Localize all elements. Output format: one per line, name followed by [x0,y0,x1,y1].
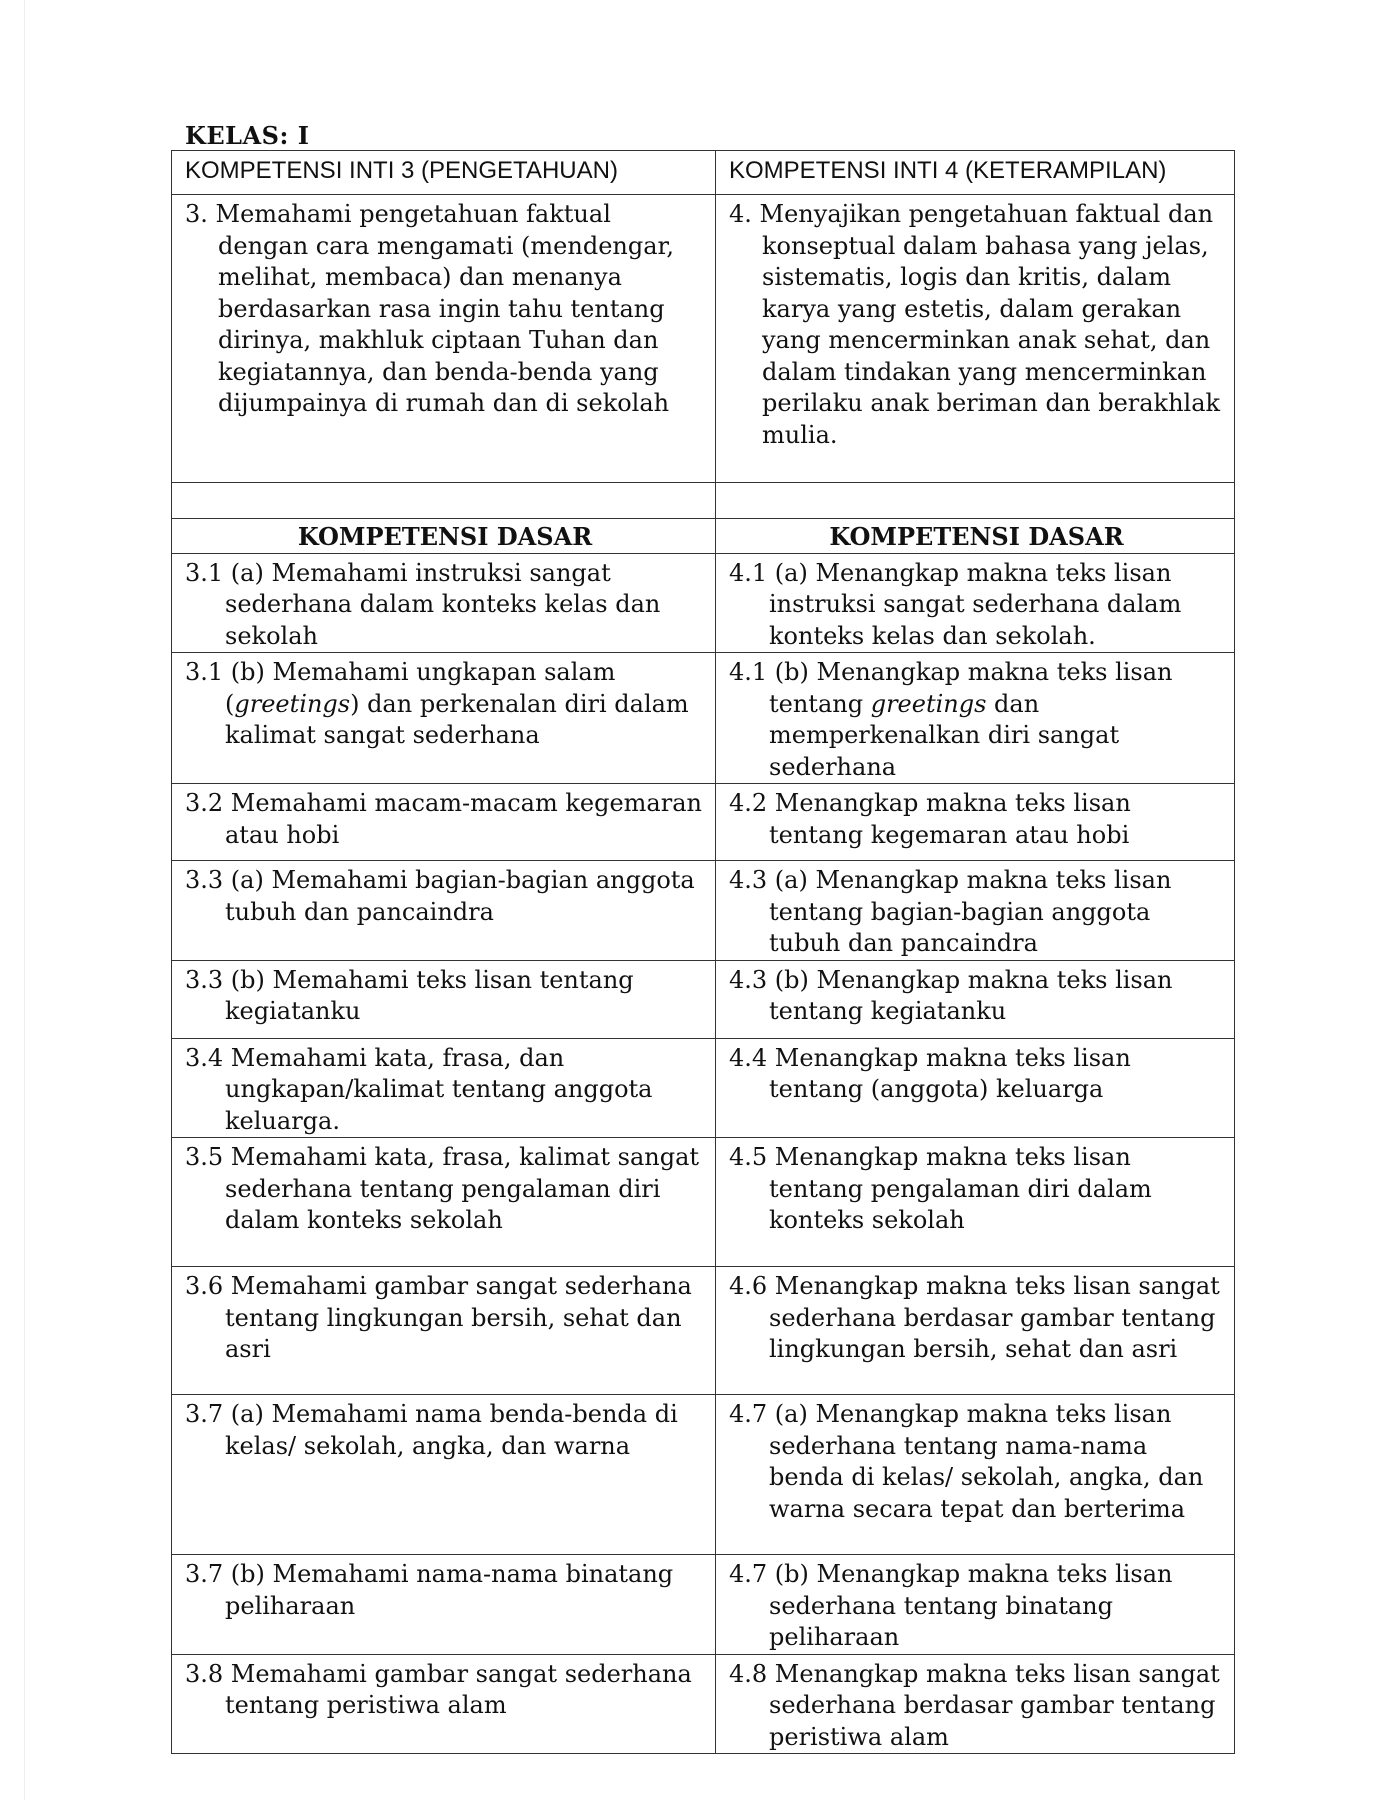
kd-right-cell [716,553,1235,653]
kd-right-text: 4.8 Menangkap makna teks lisan sangat sederhana berdasar gambar tentang peristiwa alam [729,1659,1220,1751]
kd-row [172,1555,1235,1655]
kd-right-text [729,657,1224,783]
kd-header-row [172,519,1235,554]
kd-left-text: 3.3 (b) Memahami teks lisan tentang kegiatanku [185,965,634,1025]
kd-row [172,653,1235,784]
kd-left-text: 3.8 Memahami gambar sangat sederhana tentang peristiwa alam [185,1659,692,1719]
kd-left-text: 3.5 Memahami kata, frasa, kalimat sangat sederhana tentang pengalaman diri dalam konteks sekolah [185,1143,700,1234]
kd-right-cell [716,653,1235,784]
kd-left-text: 3.3 (a) Memahami bagian-bagian anggota tubuh dan pancaindra [185,866,695,926]
kd-left-cell [172,553,716,653]
kd-right-text: 4.3 (a) Menangkap makna teks lisan tentang bagian-bagian anggota tubuh dan pancaindra [729,866,1172,957]
page-title: KELAS: I [185,121,310,150]
kd-header-left: KOMPETENSI DASAR [172,519,716,554]
kd-right-text: 4.7 (b) Menangkap makna teks lisan sederhana tentang binatang peliharaan [729,1560,1173,1651]
kd-right-cell [716,784,1235,861]
kd-left-text: 3.2 Memahami macam-macam kegemaran atau hobi [185,789,702,849]
kd-right-cell [716,861,1235,961]
ki4-text: 4. Menyajikan pengetahuan faktual dan konseptual dalam bahasa yang jelas, sistematis, logis dan kritis, dalam karya yang estetis, dalam gerakan yang mencerminkan anak sehat, dan dalam tindakan yang mencerminkan perilaku anak beriman dan berakhlak mulia. [729,200,1221,449]
kd-row [172,960,1235,1038]
kd-left-cell [172,1138,716,1267]
kd-right-text: 4.4 Menangkap makna teks lisan tentang (anggota) keluarga [729,1043,1131,1103]
kd-row [172,784,1235,861]
spacer-cell-right [716,483,1235,519]
kd-right-text: 4.1 (a) Menangkap makna teks lisan instruksi sangat sederhana dalam konteks kelas dan sekolah. [729,558,1182,650]
kd-right-text: 4.5 Menangkap makna teks lisan tentang pengalaman diri dalam konteks sekolah [729,1143,1152,1234]
spacer-cell-left [172,483,716,519]
ki3-header: KOMPETENSI INTI 3 (PENGETAHUAN) [172,151,716,195]
page-edge [24,0,25,1800]
ki3-text: 3. Memahami pengetahuan faktual dengan cara mengamati (mendengar, melihat, membaca) dan menanya berdasarkan rasa ingin tahu tentang dirinya, makhluk ciptaan Tuhan dan kegiatannya, dan benda-benda yang dijumpainya di rumah dan di sekolah [185,200,674,417]
kd-right-text: 4.2 Menangkap makna teks lisan tentang kegemaran atau hobi [729,789,1131,849]
kd-left-cell [172,1267,716,1395]
kd-text-italic: greetings [234,689,351,718]
kd-row [172,861,1235,961]
kd-left-cell [172,960,716,1038]
kd-left-cell [172,653,716,784]
kd-right-cell [716,1654,1235,1754]
kd-row [172,1038,1235,1138]
kd-right-cell [716,1138,1235,1267]
kd-text-part: 4.1 (b) Menangkap makna teks lisan tentang [729,658,1173,718]
kd-text-part: 3.1 (b) Memahami ungkapan salam ( [185,658,616,718]
kd-right-cell [716,1267,1235,1395]
kd-left-cell [172,784,716,861]
ki4-header: KOMPETENSI INTI 4 (KETERAMPILAN) [716,151,1235,195]
kd-left-text: 3.7 (b) Memahami nama-nama binatang peliharaan [185,1560,674,1620]
kd-text-part: dan memperkenalkan diri sangat sederhana [769,689,1120,781]
kd-row [172,1138,1235,1267]
kd-right-cell [716,1038,1235,1138]
ki3-text-cell [172,195,716,483]
kd-left-cell [172,861,716,961]
kd-left-text: 3.7 (a) Memahami nama benda-benda di kelas/ sekolah, angka, dan warna [185,1400,678,1460]
kd-right-text: 4.6 Menangkap makna teks lisan sangat sederhana berdasar gambar tentang lingkungan bersih, sehat dan asri [729,1272,1220,1363]
kd-right-cell [716,1395,1235,1555]
kd-left-cell [172,1038,716,1138]
kd-header-right: KOMPETENSI DASAR [716,519,1235,554]
ki-header-row [172,151,1235,195]
spacer-row [172,483,1235,519]
kd-left-text [185,657,705,752]
kd-right-cell [716,1555,1235,1655]
kd-right-text: 4.3 (b) Menangkap makna teks lisan tentang kegiatanku [729,965,1173,1025]
kd-left-text: 3.1 (a) Memahami instruksi sangat sederhana dalam konteks kelas dan sekolah [185,558,661,650]
kd-row [172,1654,1235,1754]
competency-table [171,150,1235,1754]
kd-right-text: 4.7 (a) Menangkap makna teks lisan sederhana tentang nama-nama benda di kelas/ sekolah, angka, dan warna secara tepat dan berterima [729,1400,1204,1523]
kd-right-cell [716,960,1235,1038]
ki-text-row [172,195,1235,483]
kd-left-cell [172,1654,716,1754]
kd-text-part: ) dan perkenalan diri dalam kalimat sangat sederhana [225,689,689,749]
kd-left-cell [172,1555,716,1655]
ki4-text-cell [716,195,1235,483]
kd-row [172,1267,1235,1395]
kd-left-text: 3.4 Memahami kata, frasa, dan ungkapan/kalimat tentang anggota keluarga. [185,1043,653,1135]
kd-row [172,1395,1235,1555]
kd-left-cell [172,1395,716,1555]
kd-left-text: 3.6 Memahami gambar sangat sederhana tentang lingkungan bersih, sehat dan asri [185,1272,692,1363]
kd-row [172,553,1235,653]
kd-text-italic: greetings [870,689,987,718]
